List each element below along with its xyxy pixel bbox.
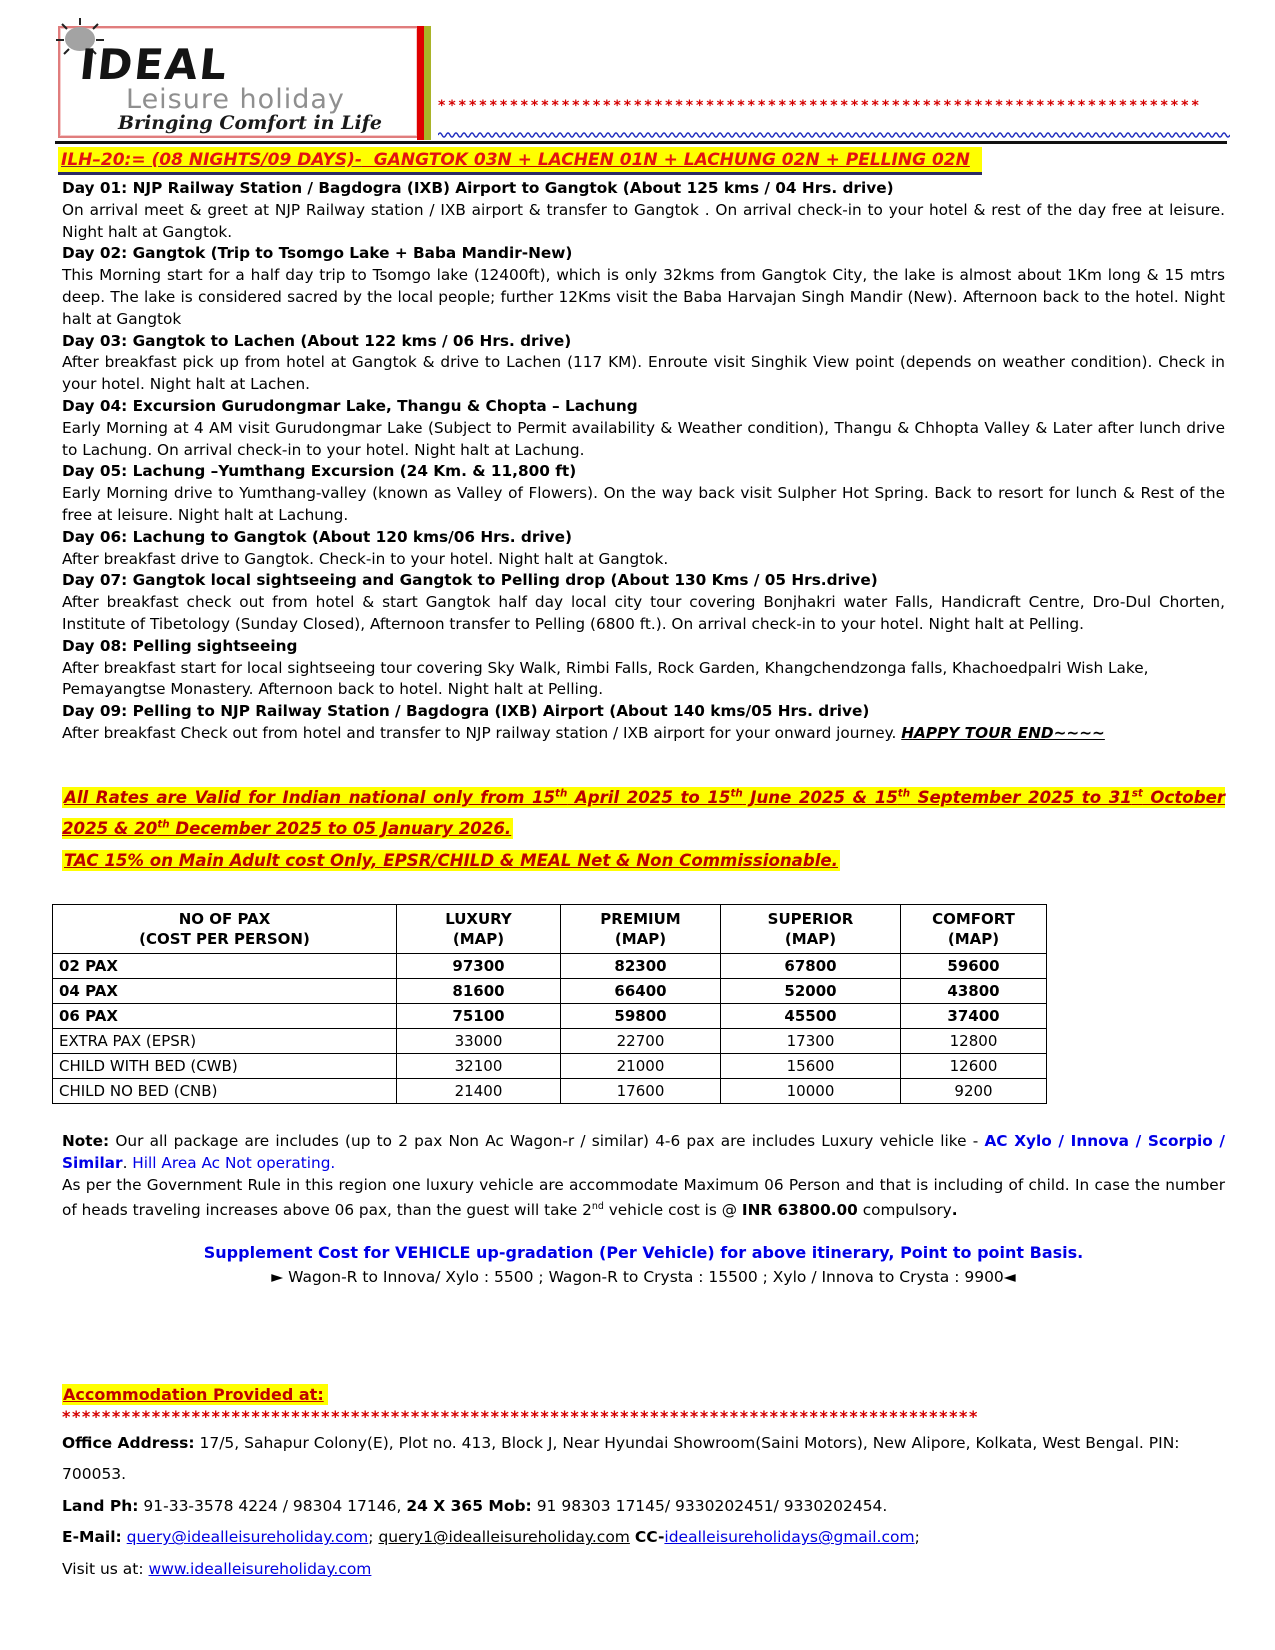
day-body: Early Morning drive to Yumthang-valley (known as Valley of Flowers). On the way back visit Sulpher Hot Spring. Back to resort for lunch & Rest of the free at leisure. Night halt at Lachung. xyxy=(62,484,1225,524)
office-address: Office Address: 17/5, Sahapur Colony(E), Plot no. 413, Block J, Near Hyundai Showroom(Saini Motors), New Alipore, Kolkata, West Bengal. PIN: 700053. xyxy=(62,1433,1180,1484)
decorative-asterisk-line-top: ************************************************************************** xyxy=(438,98,1202,114)
price-value: 66400 xyxy=(561,978,721,1003)
rates-validity-text: All Rates are Valid for Indian national only from 15th April 2025 to 15th June 2025 & 15th September 2025 to 31st October 2025 & 20th December 2025 to 05 January 2026. xyxy=(62,787,1226,838)
table-row xyxy=(53,1053,1047,1078)
supplement-section xyxy=(62,1241,1225,1289)
price-value: 17600 xyxy=(561,1078,721,1103)
price-value: 45500 xyxy=(721,1003,901,1028)
price-value: 75100 xyxy=(397,1003,561,1028)
day-body: After breakfast Check out from hotel and transfer to NJP railway station / IXB airport for your onward journey. HAPPY TOUR END~~~~ xyxy=(62,723,1105,742)
day-body: After breakfast start for local sightseeing tour covering Sky Walk, Rimbi Falls, Rock Garden, Khangchendzonga falls, Khachoedpalri Wish Lake, Pemayangtse Monastery. Afternoon back to hotel. Night halt at Pelling. xyxy=(62,658,1149,699)
rates-validity-block xyxy=(62,781,1225,874)
price-value: 21400 xyxy=(397,1078,561,1103)
note-government-rule: As per the Government Rule in this region one luxury vehicle are accommodate Maximum 06 Person and that is including of child. In case the number of heads traveling increases above 06 pax, than the guest will take 2nd vehicle cost is @ INR 63800.00 compulsory. xyxy=(62,1175,1225,1219)
table-row xyxy=(53,1028,1047,1053)
website-link[interactable]: www.idealleisureholiday.com xyxy=(148,1559,372,1578)
price-value: 59600 xyxy=(901,953,1047,978)
price-value: 81600 xyxy=(397,978,561,1003)
email-link-secondary[interactable]: query1@idealleisureholiday.com xyxy=(378,1528,630,1547)
price-value: 32100 xyxy=(397,1053,561,1078)
note-vehicle: Note: Our all package are includes (up to 2 pax Non Ac Wagon-r / similar) 4-6 pax are includes Luxury vehicle like - AC Xylo / Innova / Scorpio / Similar. Hill Area Ac Not operating. xyxy=(62,1131,1225,1172)
day-body: On arrival meet & greet at NJP Railway station / IXB airport & transfer to Gangtok . On arrival check-in to your hotel & rest of the day free at leisure. Night halt at Gangtok. xyxy=(62,200,1225,241)
price-value: 67800 xyxy=(721,953,901,978)
day-body: After breakfast drive to Gangtok. Check-in to your hotel. Night halt at Gangtok. xyxy=(62,549,669,568)
logo-subtitle: Leisure holiday xyxy=(126,84,345,115)
price-value: 97300 xyxy=(397,953,561,978)
price-value: 59800 xyxy=(561,1003,721,1028)
day-body: This Morning start for a half day trip to Tsomgo lake (12400ft), which is only 32kms from Gangtok City, the lake is almost about 1Km long & 15 mtrs deep. The lake is considered sacred by the local people; further 12Kms visit the Baba Harvajan Singh Mandir (New). Afternoon back to the hotel. Night halt at Gangtok xyxy=(62,266,1225,328)
contact-info xyxy=(62,1428,1225,1586)
day-heading: Day 01: NJP Railway Station / Bagdogra (IXB) Airport to Gangtok (About 125 kms / 04 Hrs. drive) xyxy=(62,179,894,197)
column-header: LUXURY (MAP) xyxy=(397,904,561,953)
website: Visit us at: www.idealleisureholiday.com xyxy=(62,1559,372,1578)
price-value: 9200 xyxy=(901,1078,1047,1103)
column-header: PREMIUM (MAP) xyxy=(561,904,721,953)
itinerary xyxy=(62,178,1225,745)
package-title: ILH–20:= (08 NIGHTS/09 DAYS)- GANGTOK 03N + LACHEN 01N + LACHUNG 02N + PELLING 02N xyxy=(58,147,982,175)
row-label: 04 PAX xyxy=(53,978,397,1003)
rates-table xyxy=(52,904,1047,1104)
column-header: COMFORT (MAP) xyxy=(901,904,1047,953)
table-row xyxy=(53,1078,1047,1103)
email-link-cc[interactable]: idealleisureholidays@gmail.com xyxy=(664,1528,915,1547)
row-label: 02 PAX xyxy=(53,953,397,978)
row-label: EXTRA PAX (EPSR) xyxy=(53,1028,397,1053)
day-heading: Day 07: Gangtok local sightseeing and Gangtok to Pelling drop (About 130 Kms / 05 Hrs.drive) xyxy=(62,571,878,590)
table-row xyxy=(53,953,1047,978)
logo-brand: IDEAL xyxy=(77,40,232,89)
supplement-costs: ► Wagon-R to Innova/ Xylo : 5500 ; Wagon-R to Crysta : 15500 ; Xylo / Innova to Crysta : 9900◄ xyxy=(271,1267,1016,1286)
price-value: 12800 xyxy=(901,1028,1047,1053)
price-value: 82300 xyxy=(561,953,721,978)
tac-text: TAC 15% on Main Adult cost Only, EPSR/CHILD & MEAL Net & Non Commissionable. xyxy=(64,850,838,870)
email-link-primary[interactable]: query@idealleisureholiday.com xyxy=(126,1528,369,1547)
day-heading: Day 09: Pelling to NJP Railway Station / Bagdogra (IXB) Airport (About 140 kms/05 Hrs. drive) xyxy=(62,702,870,721)
column-header: SUPERIOR (MAP) xyxy=(721,904,901,953)
row-label: 06 PAX xyxy=(53,1003,397,1028)
price-value: 10000 xyxy=(721,1078,901,1103)
day-heading: Day 08: Pelling sightseeing xyxy=(62,636,298,655)
accommodation-heading: Accommodation Provided at: xyxy=(62,1385,1225,1404)
notes-section xyxy=(62,1130,1225,1221)
rates-table-head-row xyxy=(53,904,1047,953)
table-row xyxy=(53,1003,1047,1028)
decorative-asterisk-line-bottom: ******************************************************************************************** xyxy=(62,1406,979,1426)
price-value: 22700 xyxy=(561,1028,721,1053)
price-value: 37400 xyxy=(901,1003,1047,1028)
row-label: CHILD NO BED (CNB) xyxy=(53,1078,397,1103)
price-value: 21000 xyxy=(561,1053,721,1078)
supplement-heading: Supplement Cost for VEHICLE up-gradation (Per Vehicle) for above itinerary, Point to point Basis. xyxy=(203,1242,1084,1262)
day-heading: Day 06: Lachung to Gangtok (About 120 kms/06 Hrs. drive) xyxy=(62,527,572,546)
day-heading: Day 05: Lachung –Yumthang Excursion (24 Km. & 11,800 ft) xyxy=(62,462,577,481)
day-body: After breakfast check out from hotel & start Gangtok half day local city tour covering Bonjhakri water Falls, Handicraft Centre, Dro-Dul Chorten, Institute of Tibetology (Sunday Closed), Afternoon transfer to Pelling (6800 ft.). On arrival check-in to your hotel. Night halt at Pelling. xyxy=(62,593,1225,633)
day-body: After breakfast pick up from hotel at Gangtok & drive to Lachen (117 KM). Enroute visit Singhik View point (depends on weather condition). Check in your hotel. Night halt at Lachen. xyxy=(62,353,1225,394)
price-value: 33000 xyxy=(397,1028,561,1053)
day-heading: Day 04: Excursion Gurudongmar Lake, Thangu & Chopta – Lachung xyxy=(62,396,638,415)
day-body: Early Morning at 4 AM visit Gurudongmar Lake (Subject to Permit availability & Weather condition), Thangu & Chhopta Valley & Later after lunch drive to Lachung. On arrival check-in to your hotel. Night halt at Lachung. xyxy=(62,418,1225,459)
price-value: 12600 xyxy=(901,1053,1047,1078)
day-heading: Day 02: Gangtok (Trip to Tsomgo Lake + Baba Mandir-New) xyxy=(62,244,573,263)
logo-tagline: Bringing Comfort in Life xyxy=(118,112,382,134)
price-value: 52000 xyxy=(721,978,901,1003)
email-addresses: E-Mail: query@idealleisureholiday.com; query1@idealleisureholiday.com CC-idealleisureholidays@gmail.com; xyxy=(62,1528,920,1547)
price-value: 17300 xyxy=(721,1028,901,1053)
column-header: NO OF PAX (COST PER PERSON) xyxy=(53,904,397,953)
phone-numbers: Land Ph: 91-33-3578 4224 / 98304 17146, 24 X 365 Mob: 91 98303 17145/ 9330202451/ 9330202454. xyxy=(62,1496,888,1515)
price-value: 43800 xyxy=(901,978,1047,1003)
rates-table-body xyxy=(53,953,1047,1103)
day-heading: Day 03: Gangtok to Lachen (About 122 kms / 06 Hrs. drive) xyxy=(62,331,572,350)
row-label: CHILD WITH BED (CWB) xyxy=(53,1053,397,1078)
price-value: 15600 xyxy=(721,1053,901,1078)
table-row xyxy=(53,978,1047,1003)
